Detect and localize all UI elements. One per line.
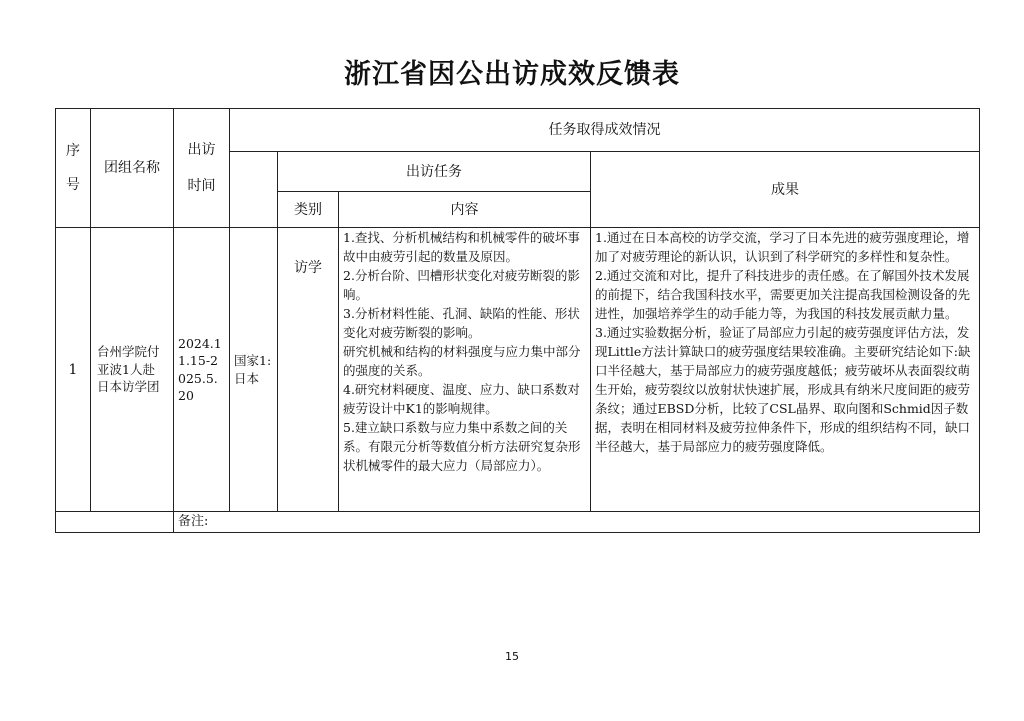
row-visit-time: 2024.11.15-2025.5.20	[174, 228, 230, 512]
header-group-name: 团组名称	[91, 109, 174, 228]
page-title: 浙江省因公出访成效反馈表	[344, 59, 680, 90]
header-category: 类别	[278, 192, 339, 228]
feedback-table	[55, 108, 980, 533]
remarks-blank	[56, 512, 174, 533]
header-content: 内容	[339, 192, 591, 228]
header-outcome: 成果	[591, 152, 980, 228]
header-results-section: 任务取得成效情况	[230, 109, 980, 152]
row-seq: 1	[56, 228, 91, 512]
page-number: 15	[505, 650, 519, 663]
row-outcome: 1.通过在日本高校的访学交流，学习了日本先进的疲劳强度理论，增加了对疲劳理论的新认识，认识到了科学研究的多样性和复杂性。 2.通过交流和对比，提升了科技进步的责任感。在了解国外技术发展的前提下，结合我国科技水平，需要更加关注提高我国检测设备的先进性，加强培养学生的动手能力等，为我国的科技发展贡献力量。 3.通过实验数据分析，验证了局部应力引起的疲劳强度评估方法，发现Little方法计算缺口的疲劳强度结果较准确。主要研究结论如下:缺口半径越大，基于局部应力的疲劳强度越低；疲劳破坏从表面裂纹萌生开始，疲劳裂纹以放射状快速扩展，形成具有纳米尺度间距的疲劳条纹；通过EBSD分析，比较了CSL晶界、取向图和Schmid因子数据，表明在相同材料及疲劳拉伸条件下，形成的组织结构不同，缺口半径越大，基于局部应力的疲劳强度降低。	[591, 228, 980, 512]
row-category: 访学	[278, 228, 339, 512]
header-visit-task: 出访任务	[278, 152, 591, 192]
row-content: 1.查找、分析机械结构和机械零件的破坏事故中由疲劳引起的数量及原因。 2.分析台阶、凹槽形状变化对疲劳断裂的影响。 3.分析材料性能、孔洞、缺陷的性能、形状变化对疲劳断裂的影响。 研究机械和结构的材料强度与应力集中部分的强度的关系。 4.研究材料硬度、温度、应力、缺口系数对疲劳设计中K1的影响规律。 5.建立缺口系数与应力集中系数之间的关系。有限元分析等数值分析方法研究复杂形状机械零件的最大应力（局部应力）。	[339, 228, 591, 512]
row-country: 国家1:日本	[230, 228, 278, 512]
header-seq: 序号	[56, 109, 91, 228]
remarks-cell: 备注:	[174, 512, 980, 533]
row-group-name: 台州学院付亚波1人赴日本访学团	[91, 228, 174, 512]
header-visit-time: 出访 时间	[174, 109, 230, 228]
header-country-blank	[230, 152, 278, 228]
